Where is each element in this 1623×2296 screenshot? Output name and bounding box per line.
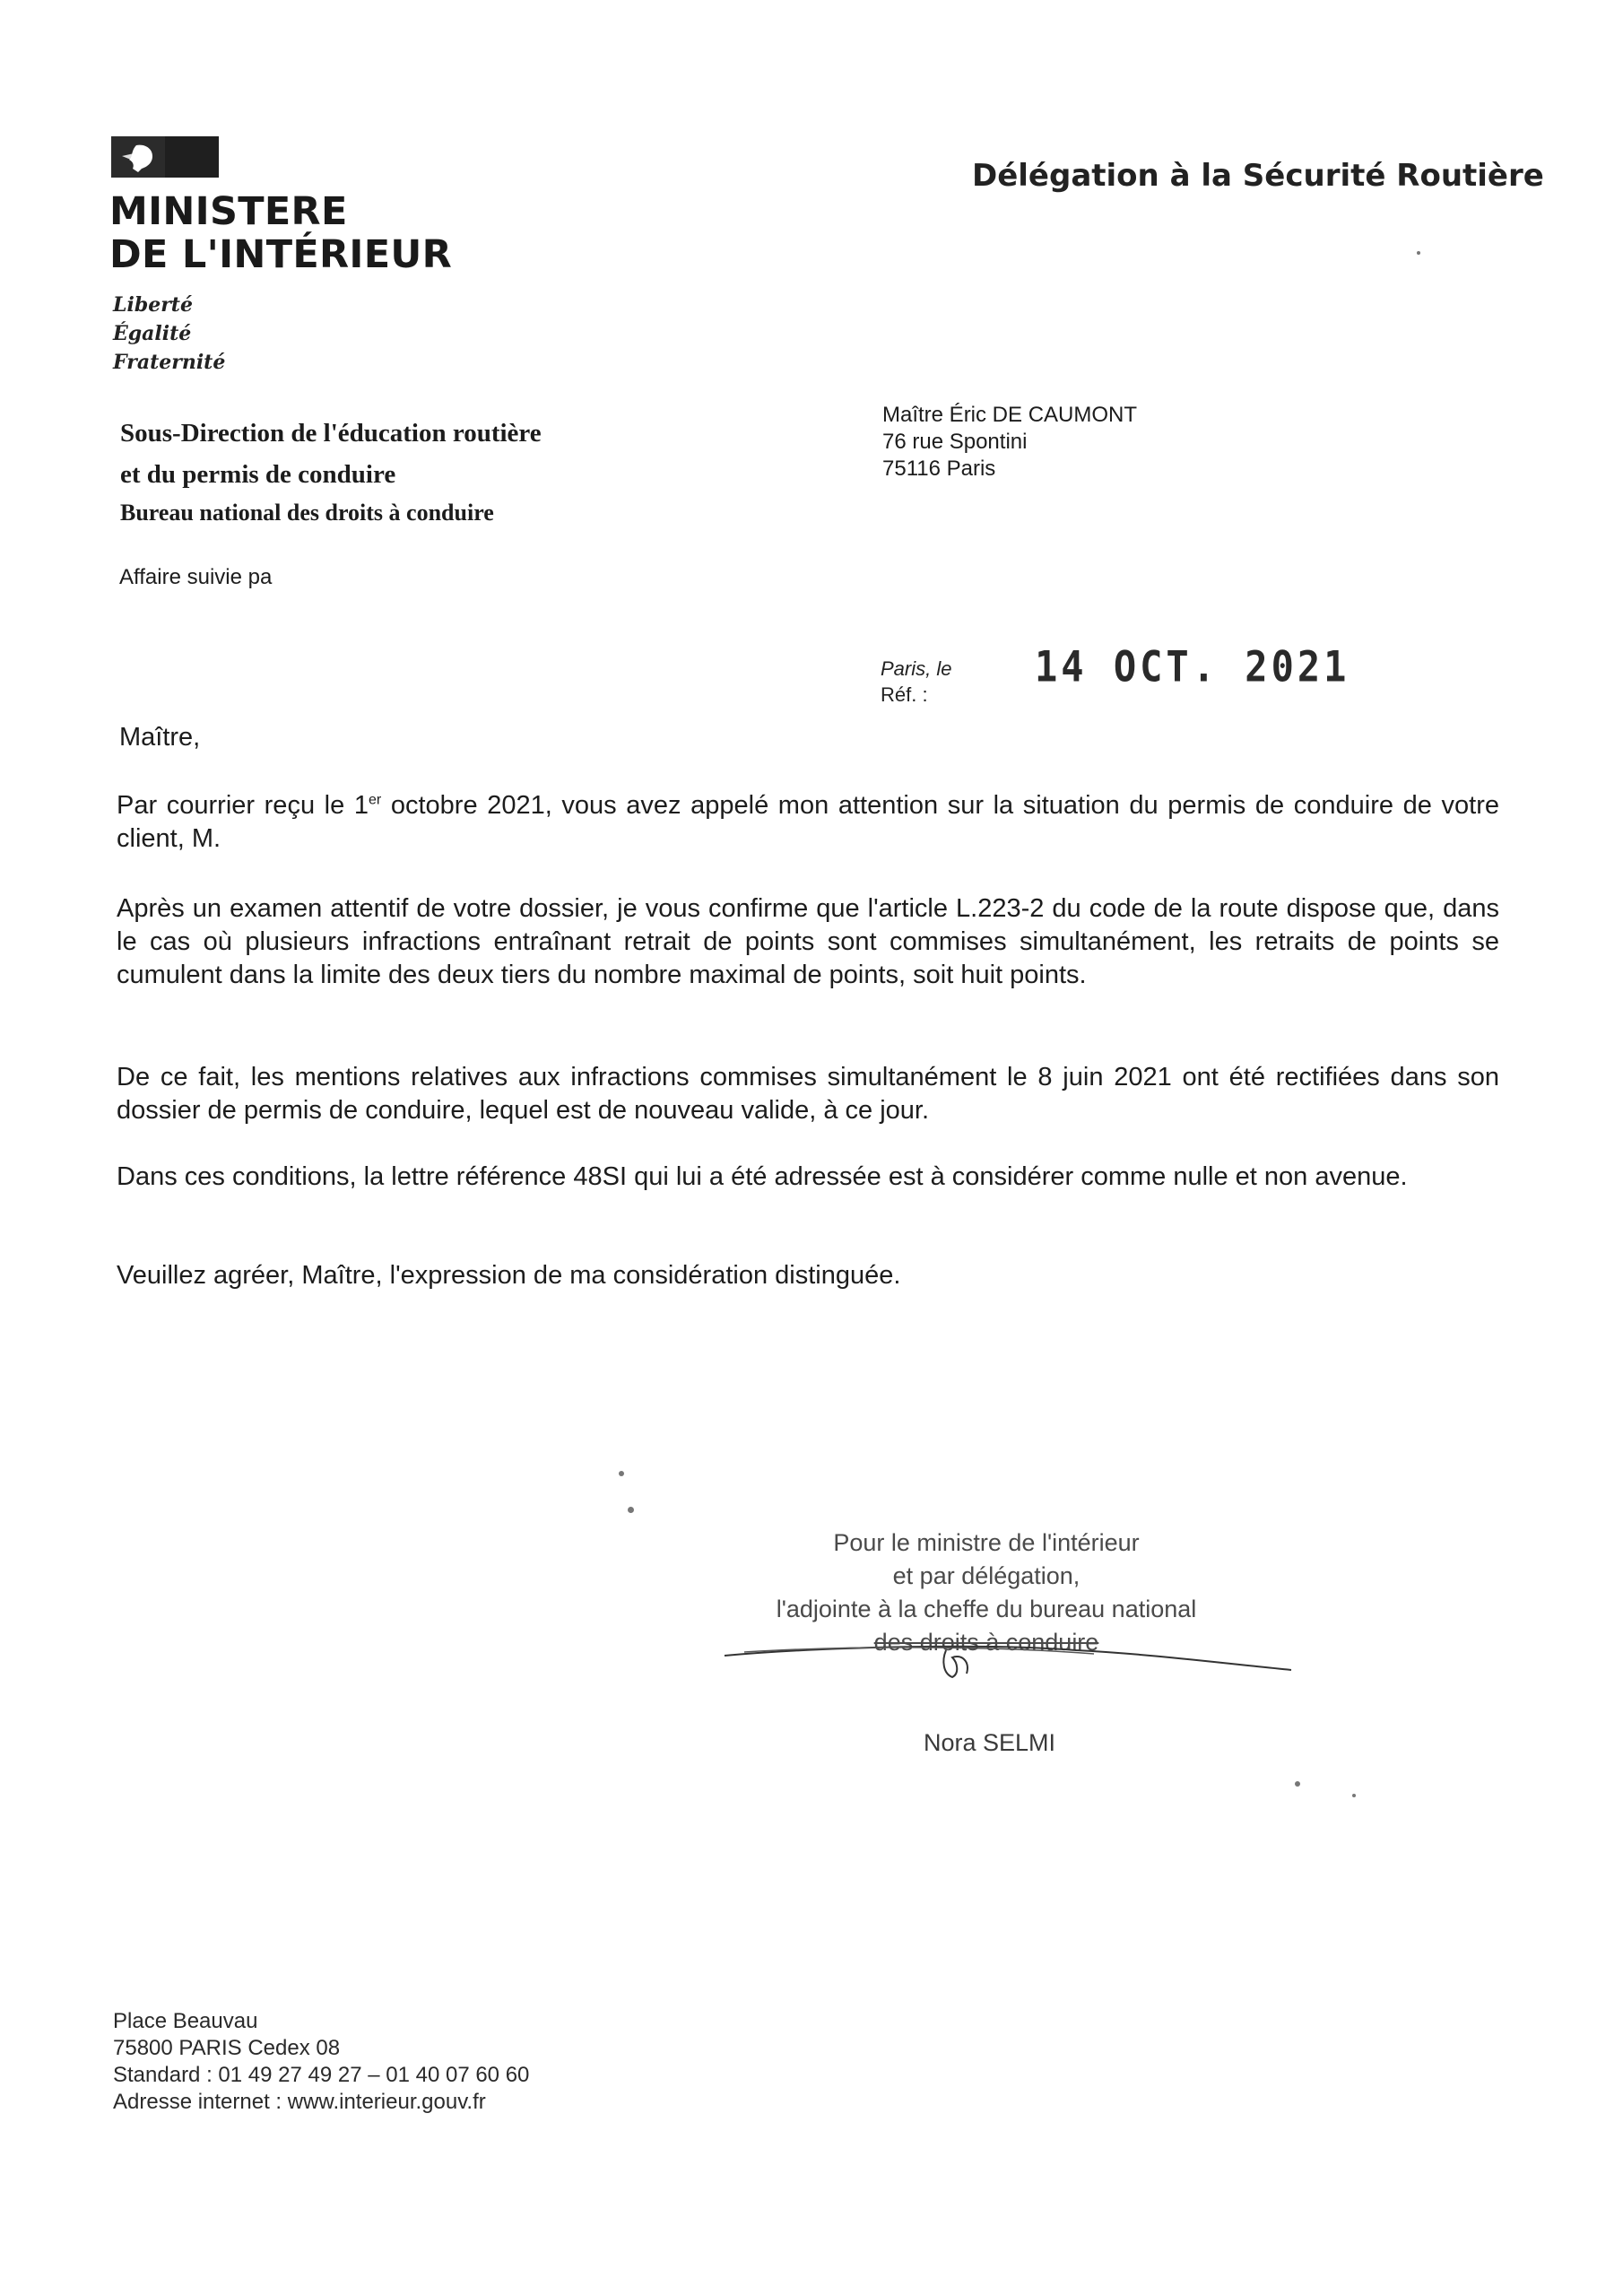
recipient-name: Maître Éric DE CAUMONT: [882, 403, 1138, 427]
footer-line-4: Adresse internet : www.interieur.gouv.fr: [113, 2090, 486, 2114]
scan-speck: [1295, 1781, 1300, 1787]
p1-superscript: er: [369, 792, 382, 808]
motto-liberte: Liberté: [113, 293, 193, 317]
date-stamp: 14 OCT. 2021: [1035, 642, 1350, 691]
salutation: Maître,: [119, 723, 201, 752]
reference-label: Réf. :: [881, 683, 928, 706]
recipient-address: [882, 402, 1137, 483]
footer-line-1: Place Beauvau: [113, 2009, 258, 2033]
recipient-street: 76 rue Spontini: [882, 430, 1028, 454]
footer-address: [113, 2008, 529, 2116]
marianne-logo: [111, 136, 219, 178]
motto-egalite: Égalité: [113, 322, 192, 345]
delegation-title: Délégation à la Sécurité Routière: [972, 158, 1544, 194]
service-line-3: Bureau national des droits à conduire: [120, 500, 494, 526]
p1-end: octobre 2021, vous avez appelé mon attention sur la situation du permis de conduire de votre client, M.: [117, 791, 1499, 853]
service-line-1: Sous-Direction de l'éducation routière: [120, 419, 542, 448]
handwritten-signature: [717, 1634, 1300, 1715]
affaire-suivie: Affaire suivie pa: [119, 565, 273, 589]
signature-line-2: et par délégation,: [892, 1562, 1081, 1589]
signer-name: Nora SELMI: [924, 1729, 1056, 1756]
paragraph-2: Après un examen attentif de votre dossier, je vous confirme que l'article L.223-2 du code de la route dispose que, dans le cas où plusieurs infractions entraînant retrait de points sont commises simultanément, les retraits de points se cumulent dans la limite des deux tiers du nombre maximal de points, soit huit points.: [117, 894, 1499, 989]
paragraph-5: Veuillez agréer, Maître, l'expression de ma considération distinguée.: [117, 1261, 901, 1290]
ministry-name: [109, 190, 452, 276]
footer-line-2: 75800 PARIS Cedex 08: [113, 2036, 341, 2060]
paragraph-4: Dans ces conditions, la lettre référence 48SI qui lui a été adressée est à considérer comme nulle et non avenue.: [117, 1162, 1408, 1191]
paragraph-1: [117, 789, 1499, 856]
place-label: Paris, le: [881, 657, 952, 680]
scan-speck: [628, 1507, 634, 1513]
scan-speck: [1352, 1794, 1356, 1797]
service-block: [120, 413, 542, 531]
recipient-city: 75116 Paris: [882, 457, 996, 481]
scan-speck: [1417, 251, 1420, 255]
republic-motto: [113, 291, 225, 377]
service-line-2: et du permis de conduire: [120, 460, 396, 489]
signature-line-4: des droits à conduire: [873, 1629, 1099, 1656]
footer-line-3: Standard : 01 49 27 49 27 – 01 40 07 60 60: [113, 2063, 530, 2087]
paragraph-3: De ce fait, les mentions relatives aux infractions commises simultanément le 8 juin 2021 ont été rectifiées dans son dossier de permis de conduire, lequel est de nouveau valide, à ce jour.: [117, 1063, 1499, 1125]
p1-start: Par courrier reçu le 1: [117, 791, 369, 820]
scan-speck: [619, 1471, 624, 1476]
motto-fraternite: Fraternité: [113, 351, 226, 374]
ministry-line-2: DE L'INTÉRIEUR: [109, 232, 453, 277]
signature-line-3: l'adjointe à la cheffe du bureau national: [776, 1596, 1197, 1622]
signature-line-1: Pour le ministre de l'intérieur: [833, 1529, 1140, 1556]
ministry-line-1: MINISTERE: [109, 189, 348, 234]
